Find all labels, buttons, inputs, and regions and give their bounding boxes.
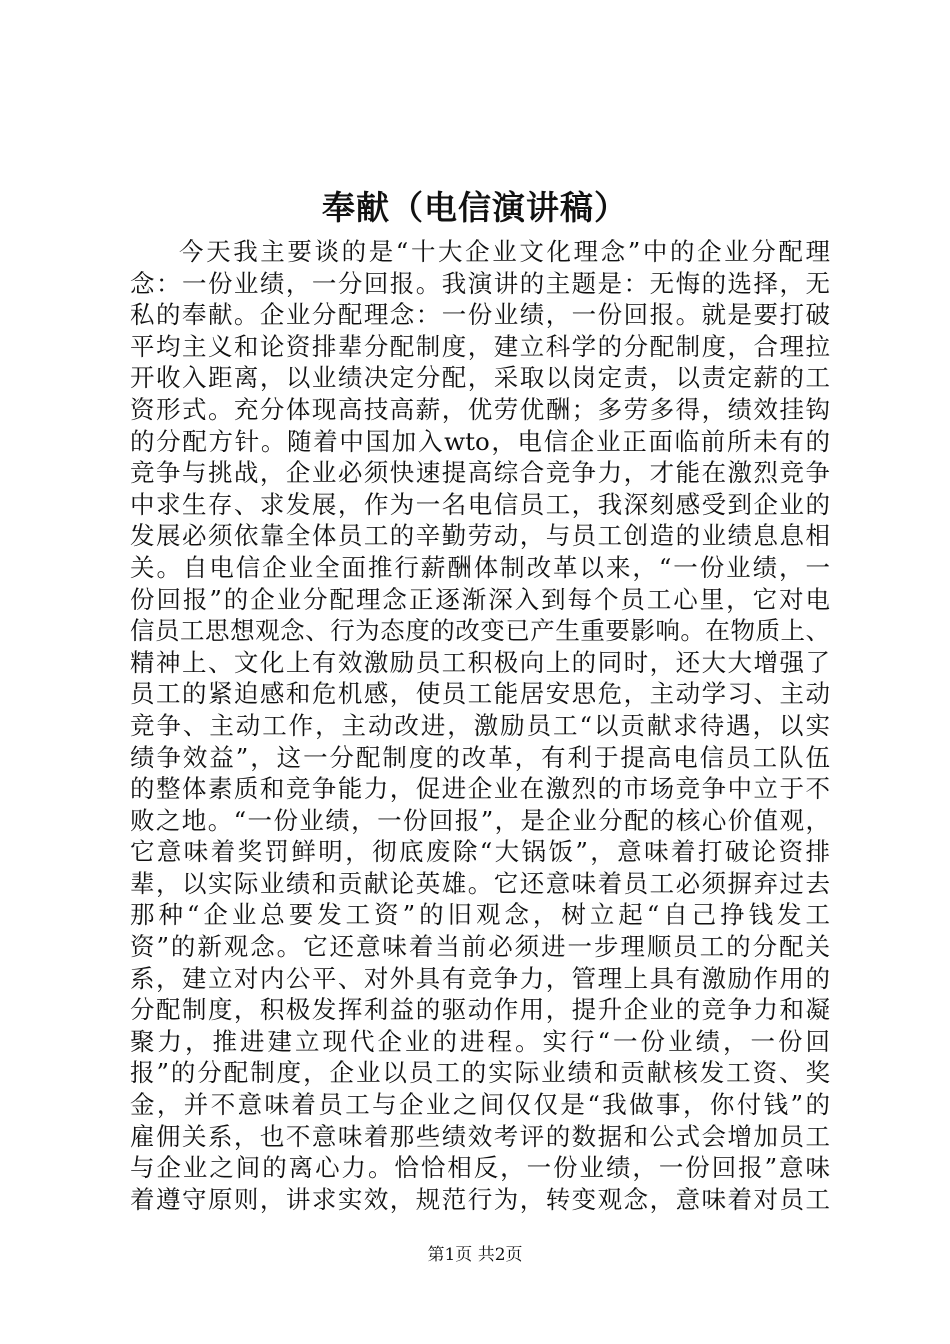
body-line: 信员工思想观念、行为态度的改变已产生重要影响。在物质上、 [130,616,830,646]
body-line: 辈，以实际业绩和贡献论英雄。它还意味着员工必须摒弃过去 [130,868,830,898]
body-paragraph [130,236,830,1215]
body-line: 竞争与挑战，企业必须快速提高综合竞争力，才能在激烈竞争 [130,458,830,488]
body-line: 平均主义和论资排辈分配制度，建立科学的分配制度，合理拉 [130,331,830,361]
body-line: 那种“企业总要发工资”的旧观念，树立起“自己挣钱发工 [130,900,830,930]
body-line: 金，并不意味着员工与企业之间仅仅是“我做事，你付钱”的 [130,1090,830,1120]
body-line: 私的奉献。企业分配理念：一份业绩，一份回报。就是要打破 [130,300,830,330]
body-line: 的整体素质和竞争能力，促进企业在激烈的市场竞争中立于不 [130,774,830,804]
body-line: 份回报”的企业分配理念正逐渐深入到每个员工心里，它对电 [130,584,830,614]
body-line: 的分配方针。随着中国加入wto，电信企业正面临前所未有的 [130,426,830,456]
body-line: 它意味着奖罚鲜明，彻底废除“大锅饭”，意味着打破论资排 [130,837,830,867]
page-number-footer: 第1页 共2页 [427,1245,523,1265]
body-line: 今天我主要谈的是“十大企业文化理念”中的企业分配理 [179,237,830,266]
body-line: 发展必须依靠全体员工的辛勤劳动，与员工创造的业绩息息相 [130,521,830,551]
body-line: 关。自电信企业全面推行薪酬体制改革以来，“一份业绩，一 [130,552,830,582]
body-line: 系，建立对内公平、对外具有竞争力，管理上具有激励作用的 [130,963,830,993]
body-line: 与企业之间的离心力。恰恰相反，一份业绩，一份回报”意味 [130,1153,830,1183]
document-title: 奉献（电信演讲稿） [322,188,628,227]
body-line: 聚力，推进建立现代企业的进程。实行“一份业绩，一份回 [130,1026,830,1056]
body-line: 竞争、主动工作，主动改进，激励员工“以贡献求待遇，以实 [130,710,830,740]
body-line: 雇佣关系，也不意味着那些绩效考评的数据和公式会增加员工 [130,1121,830,1151]
body-line: 败之地。“一份业绩，一份回报”，是企业分配的核心价值观， [130,805,830,835]
body-line: 报”的分配制度，企业以员工的实际业绩和贡献核发工资、奖 [130,1058,830,1088]
body-line: 中求生存、求发展，作为一名电信员工，我深刻感受到企业的 [130,489,830,519]
body-line: 着遵守原则，讲求实效，规范行为，转变观念，意味着对员工 [130,1184,830,1214]
body-line: 员工的紧迫感和危机感，使员工能居安思危，主动学习、主动 [130,679,830,709]
body-line: 精神上、文化上有效激励员工积极向上的同时，还大大增强了 [130,647,830,677]
body-line: 开收入距离，以业绩决定分配，采取以岗定责，以责定薪的工 [130,363,830,393]
body-line: 分配制度，积极发挥利益的驱动作用，提升企业的竞争力和凝 [130,995,830,1025]
body-line: 资形式。充分体现高技高薪，优劳优酬；多劳多得，绩效挂钩 [130,394,830,424]
body-line: 念：一份业绩，一分回报。我演讲的主题是：无悔的选择，无 [130,268,830,298]
body-line: 绩争效益”，这一分配制度的改革，有利于提高电信员工队伍 [130,742,830,772]
body-line: 资”的新观念。它还意味着当前必须进一步理顺员工的分配关 [130,932,830,962]
